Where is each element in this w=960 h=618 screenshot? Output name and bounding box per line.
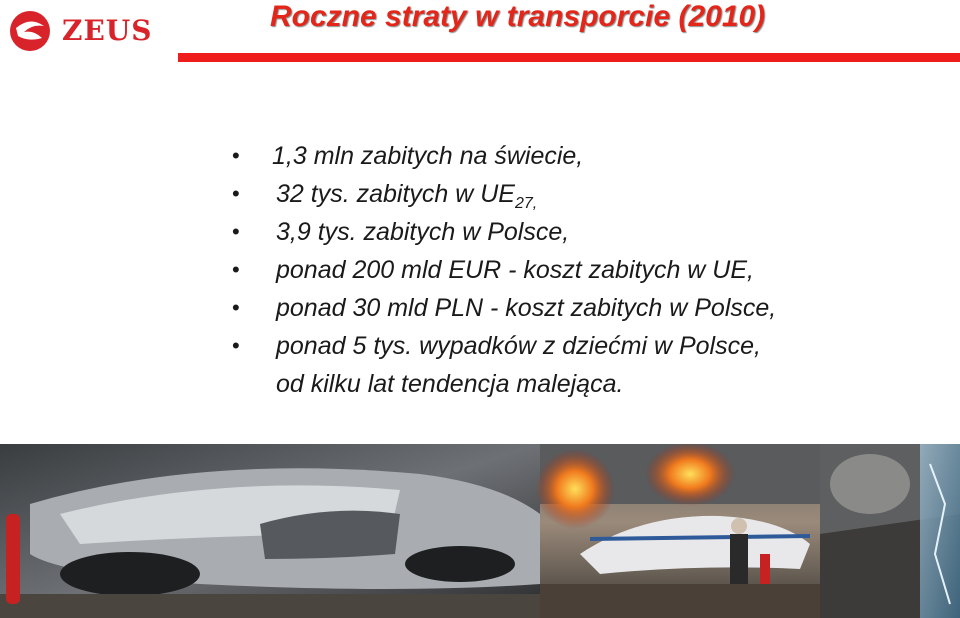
bullet-icon: • <box>232 257 240 282</box>
bullet-icon: • <box>232 181 240 206</box>
accident-photo-strip <box>0 444 960 618</box>
list-item-text: 3,9 tys. zabitych w Polsce, <box>276 218 570 246</box>
bullet-icon: • <box>232 333 240 358</box>
list-item-text: ponad 200 mld EUR - koszt zabitych w UE, <box>276 256 754 284</box>
list-item-text: od kilku lat tendencja malejąca. <box>276 370 624 398</box>
plane-crash-fire-photo <box>535 444 820 618</box>
list-item-subscript: 27, <box>514 195 538 212</box>
wreckage-photo <box>820 444 960 618</box>
zeus-logo <box>6 8 166 54</box>
list-item-text: 1,3 mln zabitych na świecie, <box>272 142 584 170</box>
bullet-icon: • <box>232 295 240 320</box>
bullet-icon: • <box>232 143 240 168</box>
logo-text: ZEUS <box>62 14 153 47</box>
list-item-text: ponad 5 tys. wypadków z dziećmi w Polsce, <box>276 332 761 360</box>
overturned-car-crash-photo <box>0 444 540 618</box>
zeus-swirl-logo-icon <box>6 8 58 54</box>
title-underline <box>178 53 960 62</box>
list-item-text: ponad 30 mld PLN - koszt zabitych w Polsce, <box>276 294 777 322</box>
list-item-main: 32 tys. zabitych w UE <box>276 180 515 208</box>
bullet-icon: • <box>232 219 240 244</box>
slide-title: Roczne straty w transporcie (2010) <box>270 0 766 33</box>
